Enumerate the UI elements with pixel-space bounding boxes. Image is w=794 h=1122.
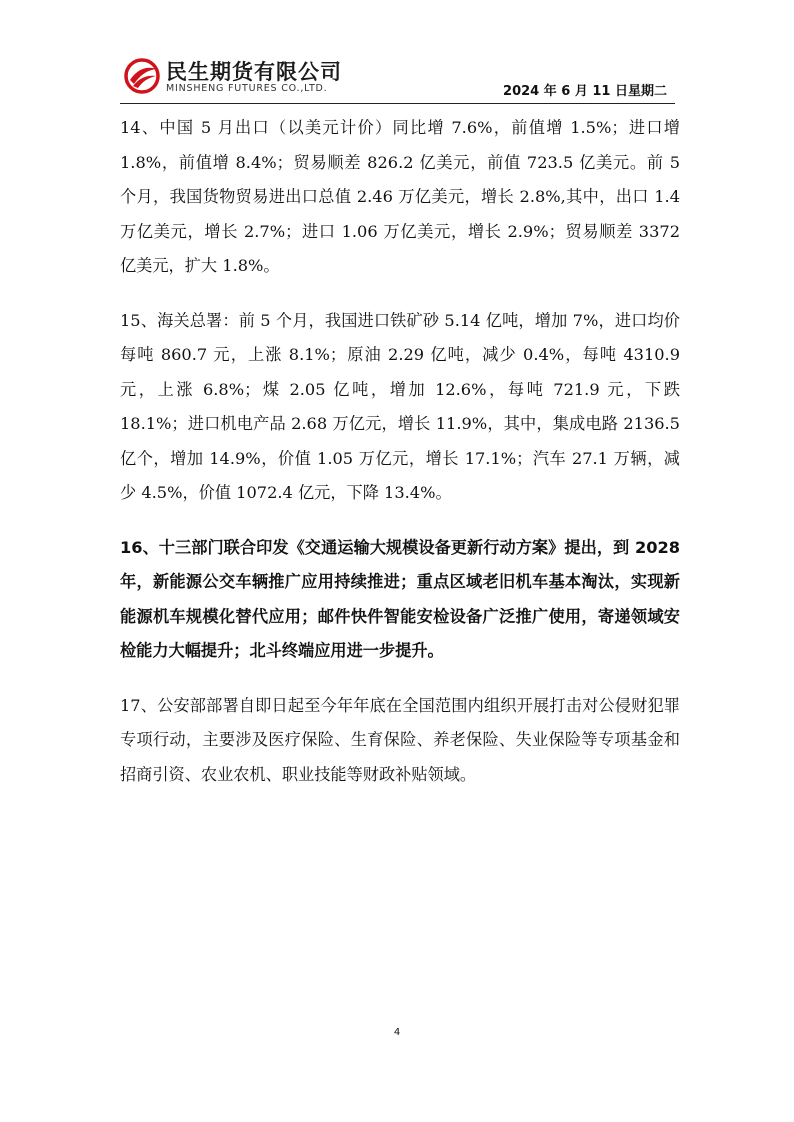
document-body — [120, 111, 680, 812]
company-name-en: MINSHENG FUTURES CO.,LTD. — [166, 83, 328, 94]
news-item-16: 16、十三部门联合印发《交通运输大规模设备更新行动方案》提出，到 2028 年，新能源公交车辆推广应用持续推进；重点区域老旧机车基本淘汰，实现新能源机车规模化替代应用；邮件快件智能安检设备广泛推广使用，寄递领域安检能力大幅提升；北斗终端应用进一步提升。 — [120, 537, 680, 660]
news-item-14: 14、中国 5 月出口（以美元计价）同比增 7.6%，前值增 1.5%；进口增 1.8%，前值增 8.4%；贸易顺差 826.2 亿美元，前值 723.5 亿美元。前 5 个月，我国货物贸易进出口总值 2.46 万亿美元，增长 2.8%,其中，出口 1.4 万亿美元，增长 2.7%；进口 1.06 万亿美元，增长 2.9%；贸易顺差 3372 亿美元，扩大 1.8%。 — [120, 118, 680, 275]
news-item-15: 15、海关总署：前 5 个月，我国进口铁矿砂 5.14 亿吨，增加 7%，进口均价每吨 860.7 元，上涨 8.1%；原油 2.29 亿吨，减少 0.4%，每吨 4310.9 元，上涨 6.8%；煤 2.05 亿吨，增加 12.6%，每吨 721.9 元，下跌 18.1%；进口机电产品 2.68 万亿元，增长 11.9%，其中，集成电路 2136.5 亿个，增加 14.9%，价值 1.05 万亿元，增长 17.1%；汽车 27.1 万辆，减少 4.5%，价值 1072.4 亿元，下降 13.4%。 — [120, 310, 680, 502]
page-header — [120, 52, 675, 102]
company-name-cn: 民生期货有限公司 — [166, 60, 342, 84]
header-divider — [120, 103, 675, 104]
minsheng-logo-icon — [124, 58, 160, 94]
page-number: 4 — [393, 1027, 401, 1038]
news-item-17: 17、公安部部署自即日起至今年年底在全国范围内组织开展打击对公侵财犯罪专项行动，主要涉及医疗保险、生育保险、养老保险、失业保险等专项基金和招商引资、农业农机、职业技能等财政补贴领域。 — [120, 695, 680, 784]
report-date: 2024 年 6 月 11 日星期二 — [503, 84, 667, 99]
